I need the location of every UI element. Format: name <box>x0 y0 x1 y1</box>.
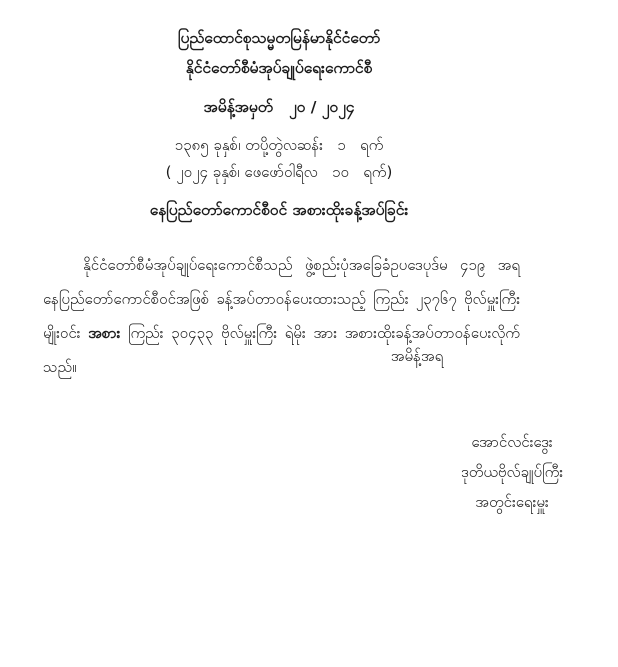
body-text-emphasis: အစား <box>88 324 121 342</box>
subject-line: နေပြည်တော်ကောင်စီဝင် အစားထိုးခန့်အပ်ခြင်း <box>149 201 409 219</box>
order-number: အမိန့်အမှတ် ၂၀ / ၂၀၂၄ <box>203 98 355 116</box>
by-order-label: အမိန့်အရ <box>390 347 444 365</box>
body-text-part2: ကြည်း ၃၀၄၃၃ ဗိုလ်မှူးကြီး ရဲမိုး အား အစားထိုးခန့်အပ်တာဝန်ပေးလိုက်သည်။ <box>43 324 520 376</box>
signer-name: အောင်လင်းဒွေး <box>471 433 553 451</box>
state-title: ပြည်ထောင်စုသမ္မတမြန်မာနိုင်ငံတော် <box>177 29 381 47</box>
signer-rank: ဒုတိယဗိုလ်ချုပ်ကြီး <box>460 463 564 481</box>
council-title: နိုင်ငံတော်စီမံအုပ်ချုပ်ရေးကောင်စီ <box>185 59 373 77</box>
date-gregorian: ( ၂၀၂၄ ခုနှစ်၊ ဖေဖော်ဝါရီလ ၁၀ ရက်) <box>165 163 393 181</box>
signer-position: အတွင်းရေးမှူး <box>475 493 549 511</box>
date-myanmar-calendar: ၁၃၈၅ ခုနှစ်၊ တပို့တွဲလဆန်း ၁ ရက် <box>174 136 384 154</box>
body-text-part1: နိုင်ငံတော်စီမံအုပ်ချုပ်ရေးကောင်စီသည် ဖွဲ့စည်းပုံအခြေခံဥပဒေပုဒ်မ ၄၁၉ အရ နေပြည်တော်ကောင်စီဝင်အဖြစ် ခန့်အပ်တာဝန်ပေးထားသည့် ကြည်း ၂၃၇၆၇ ဗိုလ်မှူးကြီး မျိုးဝင်း <box>43 256 520 342</box>
signature-block <box>432 427 592 517</box>
